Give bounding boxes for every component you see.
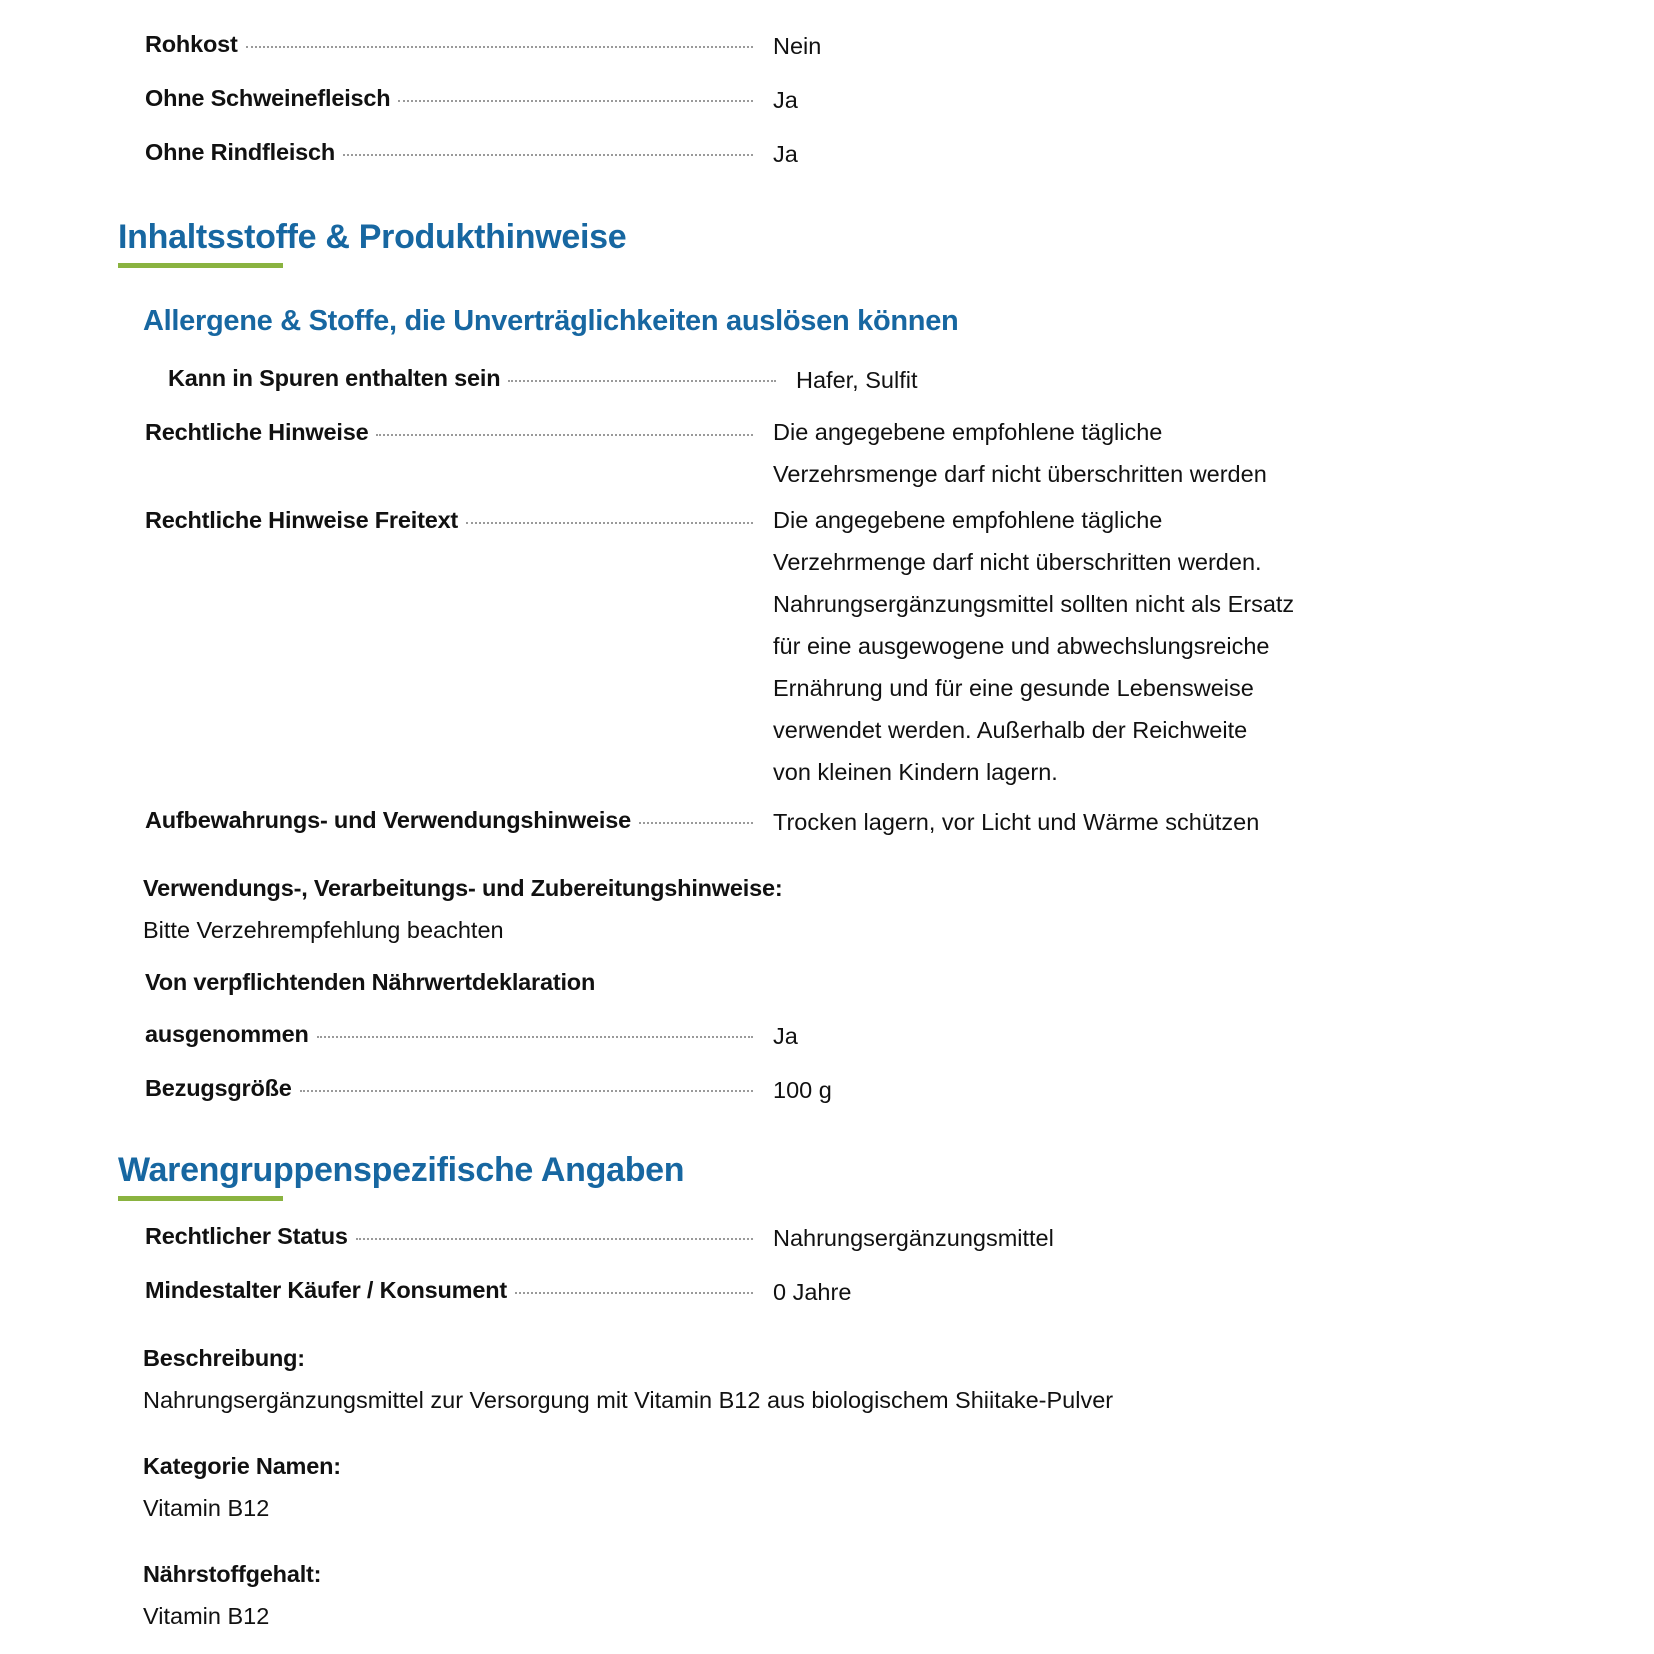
dot-leader xyxy=(639,822,753,824)
row-reference xyxy=(145,1072,832,1106)
section-title-group: Warengruppenspezifische Angaben xyxy=(118,1151,685,1189)
row-ohne-schweinefleisch xyxy=(145,82,798,116)
row-label: Rechtlicher Status xyxy=(145,1223,348,1249)
row-value: Hafer, Sulfit xyxy=(796,367,918,393)
row-label: Ohne Rindfleisch xyxy=(145,139,336,165)
row-value: 0 Jahre xyxy=(773,1279,852,1305)
row-rohkost xyxy=(145,28,821,62)
row-label: ausgenommen xyxy=(145,1021,309,1047)
dot-leader xyxy=(508,380,776,382)
description-value: Nahrungsergänzungsmittel zur Versorgung mit Vitamin B12 aus biologischem Shiitake-Pulver xyxy=(143,1387,1114,1413)
row-value-multiline: Die angegebene empfohlene tägliche Verzehrmenge darf nicht überschritten werden. Nahrungsergänzungsmittel sollten nicht als Ersatz für eine ausgewogene und abwechslungsreiche Ernährung und für eine gesunde Lebensweise verwendet werden. Außerhalb der Reichweite von kleinen Kindern lagern. xyxy=(773,507,1295,785)
row-min-age xyxy=(145,1274,851,1308)
nutrient-label: Nährstoffgehalt: xyxy=(143,1561,322,1587)
dot-leader xyxy=(343,154,753,156)
row-value: Nein xyxy=(773,33,822,59)
row-value-multiline: Die angegebene empfohlene tägliche Verzehrsmenge darf nicht überschritten werden xyxy=(773,419,1267,487)
dot-leader xyxy=(376,434,753,436)
dot-leader xyxy=(466,522,753,524)
row-label: Rechtliche Hinweise Freitext xyxy=(145,507,459,533)
usage-value: Bitte Verzehrempfehlung beachten xyxy=(143,917,504,943)
row-value: Ja xyxy=(773,1023,798,1049)
dot-leader xyxy=(300,1090,753,1092)
section-underline xyxy=(118,1196,283,1201)
row-ohne-rindfleisch xyxy=(145,136,798,170)
section-title-ingredients: Inhaltsstoffe & Produkthinweise xyxy=(118,218,627,256)
category-label: Kategorie Namen: xyxy=(143,1453,341,1479)
row-label: Bezugsgröße xyxy=(145,1075,292,1101)
exempt-label-line1: Von verpflichtenden Nährwertdeklaration xyxy=(145,969,596,995)
dot-leader xyxy=(398,100,753,102)
row-status xyxy=(145,1220,1054,1254)
usage-label: Verwendungs-, Verarbeitungs- und Zubereitungshinweise: xyxy=(143,875,783,901)
row-value: 100 g xyxy=(773,1077,832,1103)
row-value: Ja xyxy=(773,141,798,167)
row-legal-free xyxy=(145,504,1294,793)
row-exempt xyxy=(145,1018,798,1052)
row-label: Aufbewahrungs- und Verwendungshinweise xyxy=(145,807,631,833)
nutrient-value: Vitamin B12 xyxy=(143,1603,270,1629)
row-traces xyxy=(168,362,917,396)
row-value: Ja xyxy=(773,87,798,113)
category-value: Vitamin B12 xyxy=(143,1495,270,1521)
row-value: Trocken lagern, vor Licht und Wärme schützen xyxy=(773,809,1260,835)
row-legal xyxy=(145,416,1267,495)
row-label: Rechtliche Hinweise xyxy=(145,419,369,445)
row-label: Rohkost xyxy=(145,31,238,57)
row-label: Kann in Spuren enthalten sein xyxy=(168,365,501,391)
dot-leader xyxy=(317,1036,753,1038)
section-underline xyxy=(118,263,283,268)
row-label: Mindestalter Käufer / Konsument xyxy=(145,1277,508,1303)
row-value: Nahrungsergänzungsmittel xyxy=(773,1225,1054,1251)
row-label: Ohne Schweinefleisch xyxy=(145,85,391,111)
dot-leader xyxy=(356,1238,753,1240)
dot-leader xyxy=(515,1292,753,1294)
row-storage xyxy=(145,804,1259,838)
dot-leader xyxy=(246,46,753,48)
description-label: Beschreibung: xyxy=(143,1345,305,1371)
allergens-title: Allergene & Stoffe, die Unverträglichkeiten auslösen können xyxy=(143,305,959,337)
